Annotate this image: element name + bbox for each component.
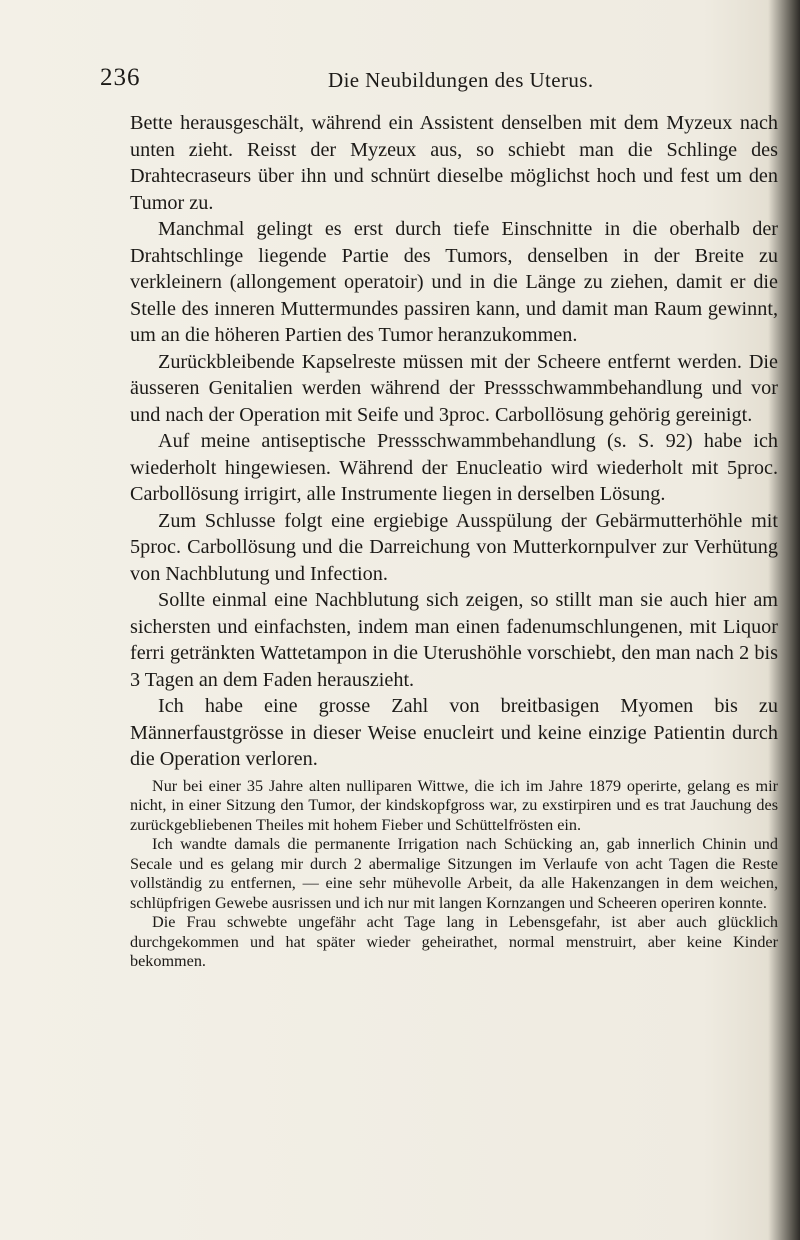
paragraph: Zum Schlusse folgt eine ergiebige Ausspülung der Gebärmutterhöhle mit 5proc. Carbollösung und die Darreichung von Mutterkornpulver zur Verhütung von Nachblutung und Infection. — [130, 509, 778, 585]
paragraph: Auf meine antiseptische Pressschwammbehandlung (s. S. 92) habe ich wiederholt hingewiesen. Während der Enucleatio wird wiederholt mit 5proc. Carbollösung irrigirt, alle Instrumente liegen in derselben Lösung. — [130, 430, 778, 505]
paragraph: Zurückbleibende Kapselreste müssen mit der Scheere entfernt werden. Die äusseren Genitalien werden während der Pressschwammbehandlung und vor und nach der Operation mit Seife und 3proc. Carbollösung gehörig gereinigt. — [130, 350, 778, 426]
paragraph: Ich habe eine grosse Zahl von breitbasigen Myomen bis zu Männerfaustgrösse in dieser Weise enucleirt und keine einzige Patientin durch die Operation verloren. — [130, 695, 778, 770]
small-print-notes — [130, 777, 778, 972]
body-text — [130, 110, 778, 972]
paragraph: Sollte einmal eine Nachblutung sich zeigen, so stillt man sie auch hier am sichersten und einfachsten, indem man einen fadenumschlungenen, mit Liquor ferri getränkten Wattetampon in die Uterushöhle vorschiebt, den man nach 2 bis 3 Tagen an dem Faden herauszieht. — [130, 589, 778, 691]
paragraph: Manchmal gelingt es erst durch tiefe Einschnitte in die oberhalb der Drahtschlinge liegende Partie des Tumors, denselben in der Breite zu verkleinern (allongement operatoir) und in die Länge zu ziehen, damit er die Stelle des inneren Muttermundes passiren kann, und damit man Raum gewinnt, um an die höheren Partien des Tumor heranzukommen. — [130, 218, 778, 346]
running-head: Die Neubildungen des Uterus. — [328, 68, 594, 92]
note-paragraph: Nur bei einer 35 Jahre alten nulliparen Wittwe, die ich im Jahre 1879 operirte, gelang es mir nicht, in einer Sitzung den Tumor, der kindskopfgross war, zu exstirpiren und es trat Jauchung des zurückgebliebenen Theiles mit hohem Fieber und Schüttelfrösten ein. — [130, 776, 778, 834]
paragraph: Bette herausgeschält, während ein Assistent denselben mit dem Myzeux nach unten zieht. Reisst der Myzeux aus, so schiebt man die Schlinge des Drahtecraseurs über ihn und schnürt dieselbe möglichst hoch und fest um den Tumor zu. — [130, 112, 778, 214]
note-paragraph: Die Frau schwebte ungefähr acht Tage lang in Lebensgefahr, ist aber auch glücklich durchgekommen und hat später wieder geheirathet, normal menstruirt, aber keine Kinder bekommen. — [130, 913, 778, 970]
page-number: 236 — [100, 64, 141, 91]
page-header — [100, 64, 660, 94]
note-paragraph: Ich wandte damals die permanente Irrigation nach Schücking an, gab innerlich Chinin und Secale und es gelang mir durch 2 abermalige Sitzungen im Verlaufe von acht Tagen die Reste vollständig zu entfernen, — eine sehr mühevolle Arbeit, da alle Hakenzangen in dem weichen, schlüpfrigen Gewebe ausrissen und ich nur mit langen Kornzangen und Scheeren operiren konnte. — [130, 835, 778, 912]
